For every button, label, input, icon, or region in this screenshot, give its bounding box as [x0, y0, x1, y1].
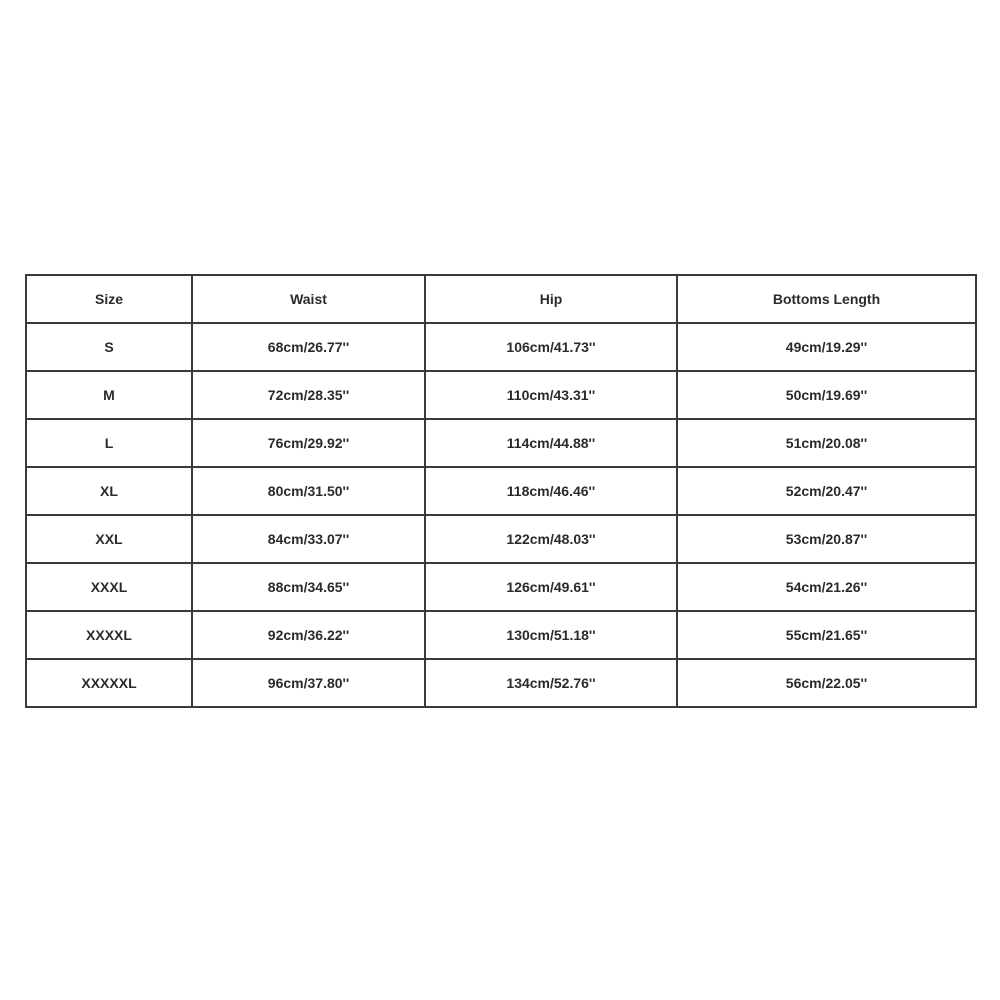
cell-bottoms-length: 50cm/19.69'' [677, 371, 976, 419]
cell-hip: 114cm/44.88'' [425, 419, 677, 467]
header-hip: Hip [425, 275, 677, 323]
cell-size: XXL [26, 515, 192, 563]
cell-bottoms-length: 49cm/19.29'' [677, 323, 976, 371]
cell-size: XXXXL [26, 611, 192, 659]
table-row [26, 419, 976, 467]
header-size: Size [26, 275, 192, 323]
cell-hip: 126cm/49.61'' [425, 563, 677, 611]
cell-waist: 92cm/36.22'' [192, 611, 425, 659]
cell-bottoms-length: 54cm/21.26'' [677, 563, 976, 611]
table-row [26, 371, 976, 419]
size-chart-table [25, 274, 977, 708]
cell-hip: 134cm/52.76'' [425, 659, 677, 707]
cell-hip: 122cm/48.03'' [425, 515, 677, 563]
cell-bottoms-length: 56cm/22.05'' [677, 659, 976, 707]
cell-hip: 130cm/51.18'' [425, 611, 677, 659]
cell-hip: 110cm/43.31'' [425, 371, 677, 419]
header-waist: Waist [192, 275, 425, 323]
header-bottoms-length: Bottoms Length [677, 275, 976, 323]
cell-size: M [26, 371, 192, 419]
table-row [26, 323, 976, 371]
cell-size: XL [26, 467, 192, 515]
cell-waist: 84cm/33.07'' [192, 515, 425, 563]
cell-size: XXXXXL [26, 659, 192, 707]
cell-hip: 106cm/41.73'' [425, 323, 677, 371]
cell-bottoms-length: 52cm/20.47'' [677, 467, 976, 515]
table-body [26, 323, 976, 707]
table-header [26, 275, 976, 323]
cell-size: XXXL [26, 563, 192, 611]
cell-bottoms-length: 53cm/20.87'' [677, 515, 976, 563]
cell-waist: 68cm/26.77'' [192, 323, 425, 371]
cell-bottoms-length: 51cm/20.08'' [677, 419, 976, 467]
cell-bottoms-length: 55cm/21.65'' [677, 611, 976, 659]
cell-waist: 96cm/37.80'' [192, 659, 425, 707]
table-row [26, 563, 976, 611]
table-row [26, 611, 976, 659]
cell-waist: 80cm/31.50'' [192, 467, 425, 515]
header-row [26, 275, 976, 323]
cell-waist: 72cm/28.35'' [192, 371, 425, 419]
cell-hip: 118cm/46.46'' [425, 467, 677, 515]
cell-size: S [26, 323, 192, 371]
table-row [26, 515, 976, 563]
cell-size: L [26, 419, 192, 467]
cell-waist: 88cm/34.65'' [192, 563, 425, 611]
table-row [26, 659, 976, 707]
table-row [26, 467, 976, 515]
cell-waist: 76cm/29.92'' [192, 419, 425, 467]
